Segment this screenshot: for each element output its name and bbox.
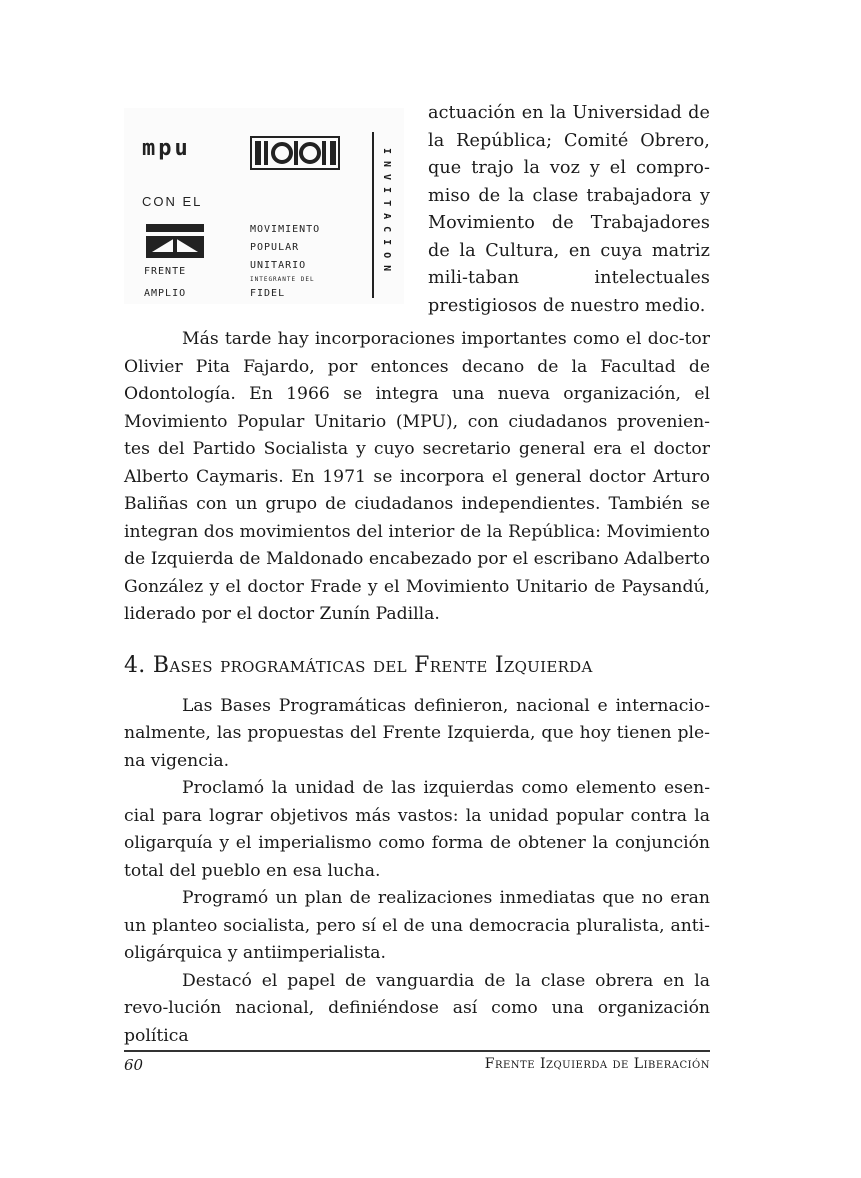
invitation-figure bbox=[124, 108, 404, 304]
figure-integrante-text: INTEGRANTE DEL bbox=[250, 276, 315, 283]
fidel-logo-icon bbox=[250, 136, 340, 170]
figure-divider bbox=[372, 132, 374, 298]
frente-amplio-logo-icon bbox=[146, 224, 204, 258]
running-title: Frente Izquierda de Liberación bbox=[484, 1056, 710, 1072]
paragraph-1: Más tarde hay incorporaciones importantes como el doc-tor Olivier Pita Fajardo, por entonces decano de la Facultad de Odontología. En 1966 se integra una nueva organización, el Movimiento Popular Unitario (MPU), con ciudadanos provenien-tes del Partido Socialista y cuyo secretario general era el doctor Alberto Caymaris. En 1971 se incorpora el general doctor Arturo Baliñas con un grupo de ciudadanos independientes. También se integran dos movimientos del interior de la República: Movimiento de Izquierda de Maldonado encabezado por el escribano Adalberto González y el doctor Frade y el Movimiento Unitario de Paysandú, liderado por el doctor Zunín Padilla. bbox=[124, 329, 710, 624]
figure-frente-text: FRENTE bbox=[144, 266, 187, 277]
footer-rule bbox=[124, 1050, 710, 1052]
top-block bbox=[124, 100, 710, 326]
page-body bbox=[124, 100, 710, 1050]
figure-popular-text: POPULAR bbox=[250, 242, 300, 253]
figure-con-el-text: CON EL bbox=[142, 194, 203, 209]
section-heading: 4. Bases programáticas del Frente Izquierda bbox=[124, 652, 593, 678]
section-paragraph-2: Proclamó la unidad de las izquierdas como elemento esen-cial para lograr objetivos más vastos: la unidad popular contra la oligarquía y el imperialismo como forma de obtener la conjunción total del pueblo en esa lucha. bbox=[124, 778, 710, 881]
figure-amplio-text: AMPLIO bbox=[144, 288, 187, 299]
figure-fidel-text: FIDEL bbox=[250, 288, 286, 299]
narrow-text-column bbox=[428, 100, 710, 320]
narrow-paragraph: actuación en la Universidad de la República; Comité Obrero, que trajo la voz y el compro-miso de la clase trabajadora y Movimiento de Trabajadores de la Cultura, en cuya matriz mili-taban intelectuales prestigiosos de nuestro medio. bbox=[428, 103, 710, 316]
section-paragraph-1: Las Bases Programáticas definieron, nacional e internacio-nalmente, las propuestas del Frente Izquierda, que hoy tienen ple-na vigencia. bbox=[124, 695, 710, 771]
section-paragraph-3: Programó un plan de realizaciones inmediatas que no eran un planteo socialista, pero sí el de una democracia pluralista, anti-oligárquica y antiimperialista. bbox=[124, 888, 710, 963]
section-paragraph-4: Destacó el papel de vanguardia de la clase obrera en la revo-lución nacional, definiéndose así como una organización política bbox=[124, 970, 710, 1046]
figure-mpu-text: mpu bbox=[142, 136, 191, 161]
main-text bbox=[124, 326, 710, 1050]
figure-movimiento-text: MOVIMIENTO bbox=[250, 224, 321, 235]
page-number: 60 bbox=[124, 1056, 144, 1074]
figure-unitario-text: UNITARIO bbox=[250, 260, 307, 271]
figure-invitacion-text: INVITACION bbox=[381, 147, 392, 279]
